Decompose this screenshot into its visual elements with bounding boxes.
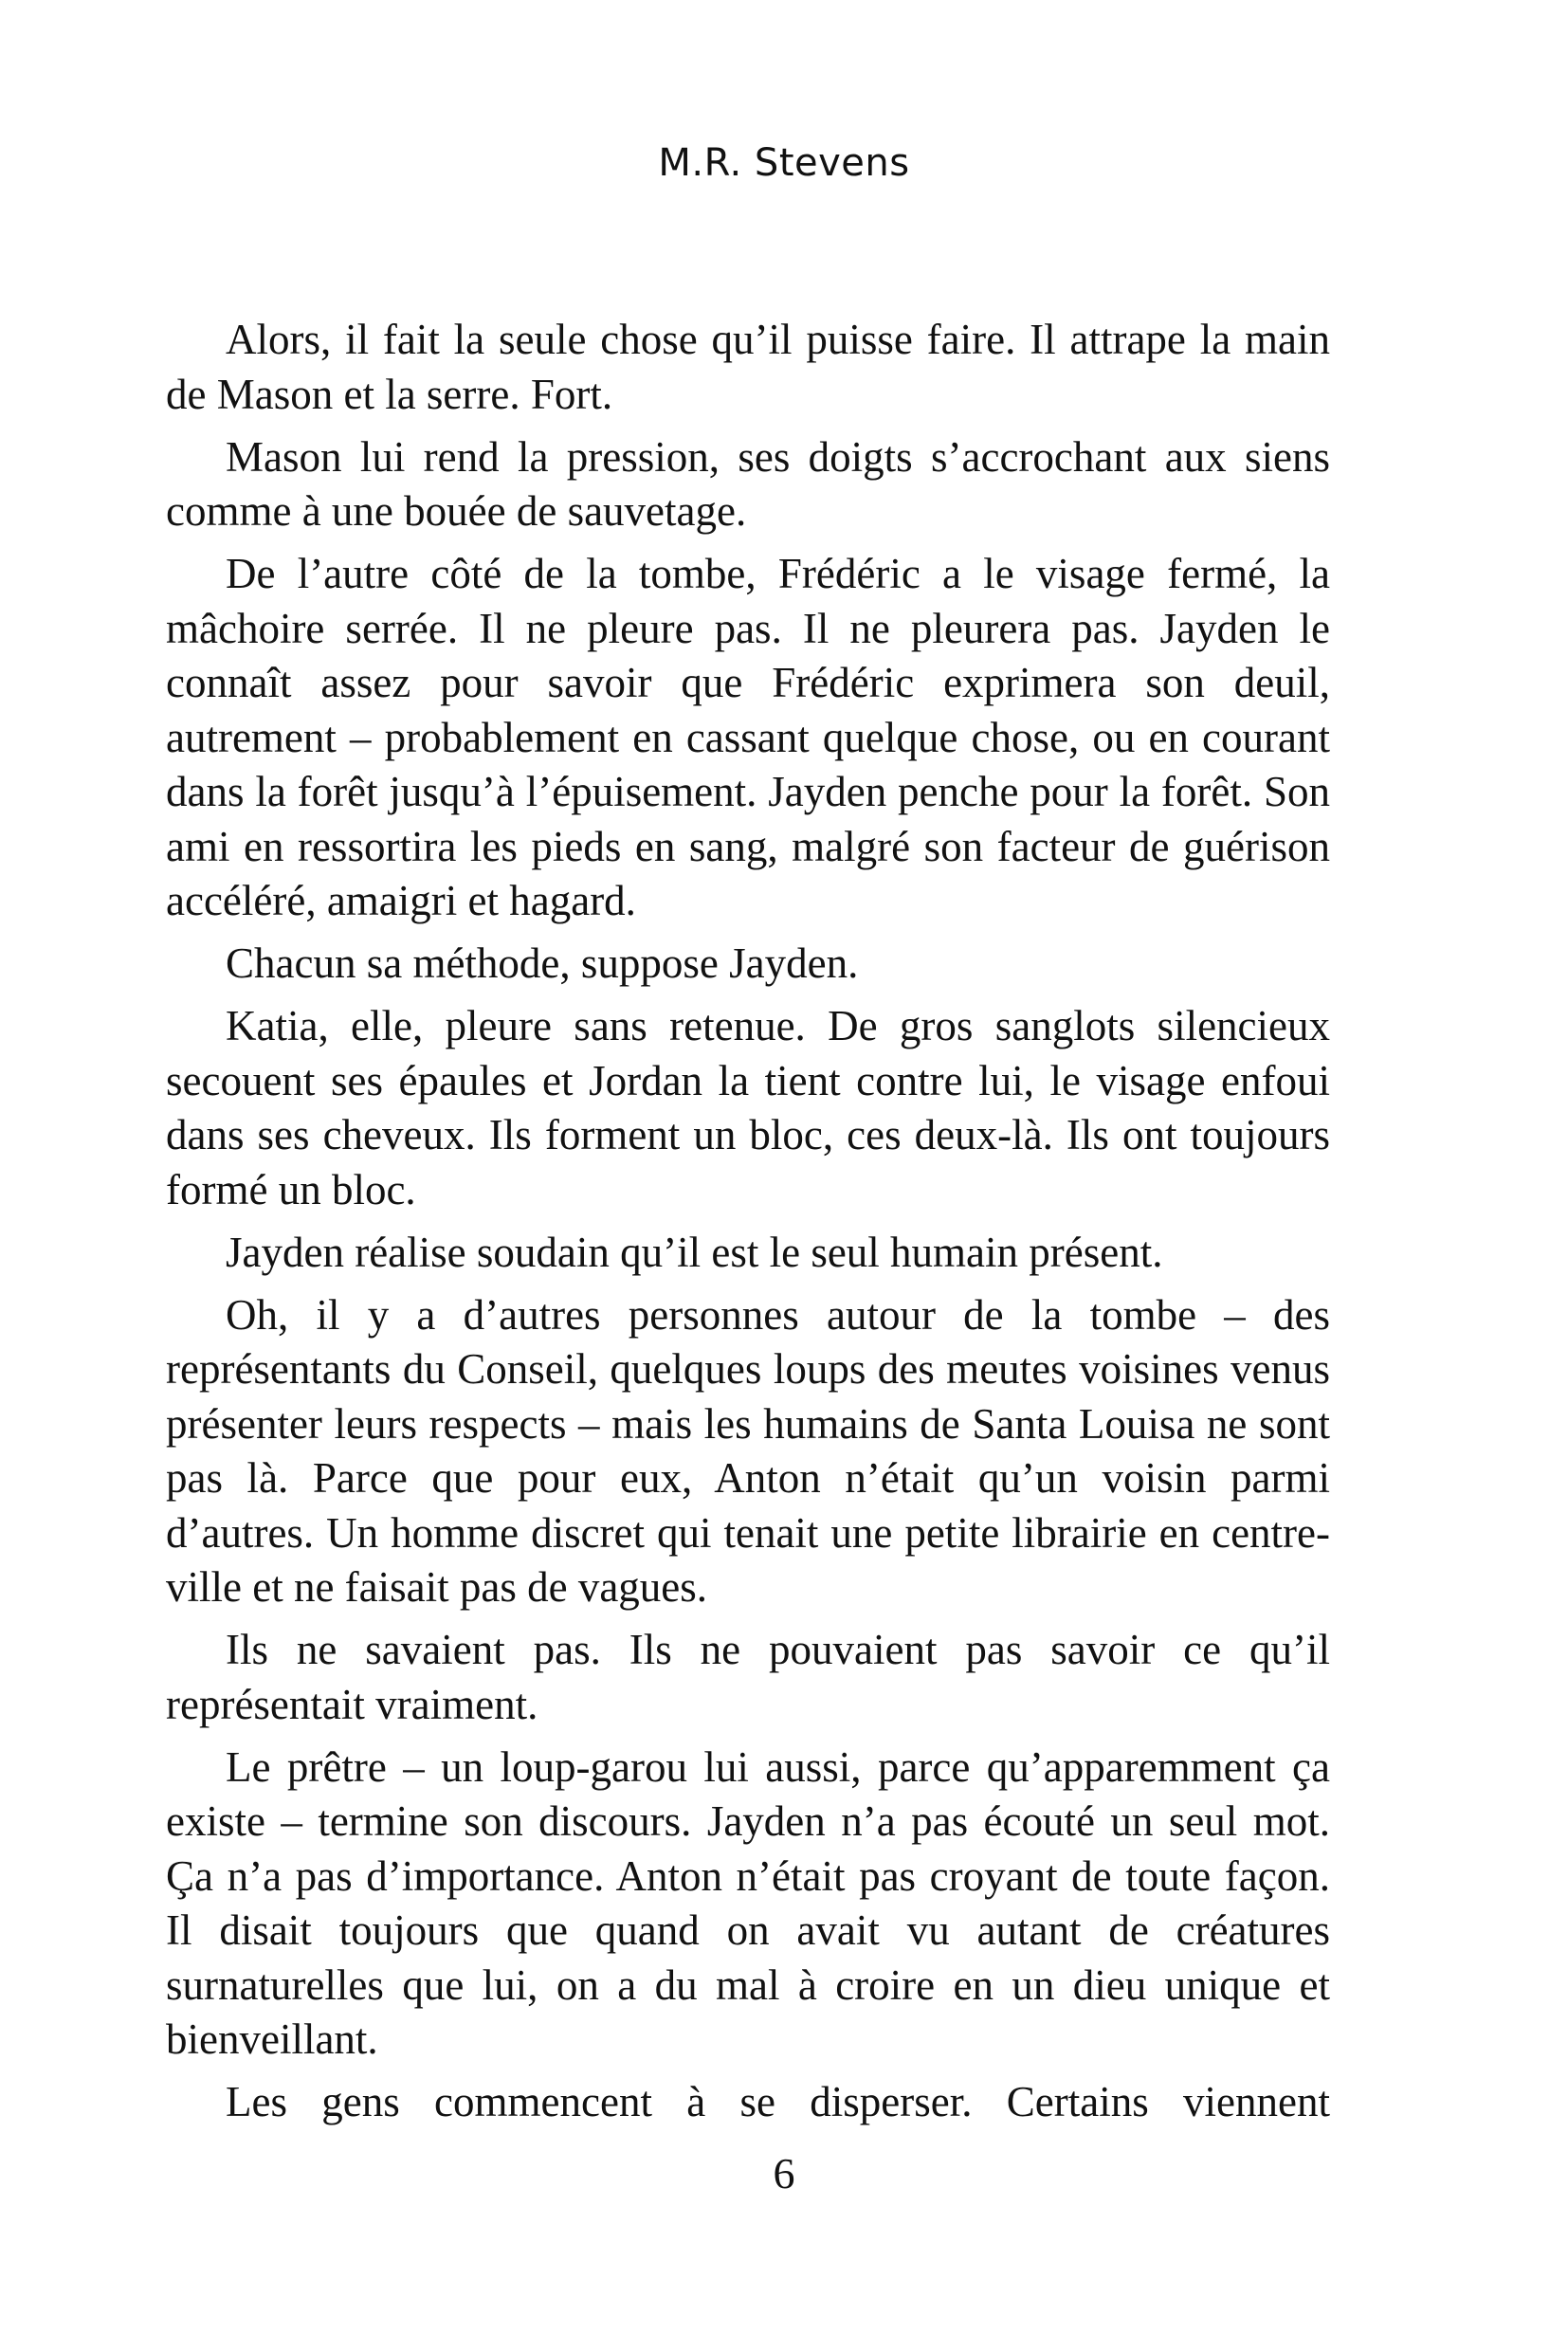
page-number: 6 [773,2149,795,2197]
paragraph: Katia, elle, pleure sans retenue. De gros sanglots silencieux secouent ses épaules et Jordan la tient contre lui, le visage enfoui dans ses cheveux. Ils forment un bloc, ces deux-là. Ils ont toujours formé un bloc. [166,1002,1330,1213]
paragraph: Jayden réalise soudain qu’il est le seul humain présent. [226,1228,1163,1276]
paragraph: Ils ne savaient pas. Ils ne pouvaient pas savoir ce qu’il représentait vraiment. [166,1626,1330,1728]
paragraph: Mason lui rend la pression, ses doigts s’accrochant aux siens comme à une bouée de sauvetage. [166,432,1330,535]
paragraph: Oh, il y a d’autres personnes autour de la tombe – des représentants du Conseil, quelques loups des meutes voisines venus présenter leurs respects – mais les humains de Santa Louisa ne sont pas là. Parce que pour eux, Anton n’était qu’un voisin parmi d’autres. Un homme discret qui tenait une petite librairie en centre-ville et ne faisait pas de vagues. [166,1290,1330,1611]
paragraph: Les gens commencent à se disperser. Certains viennent [226,2078,1330,2125]
paragraph: Chacun sa méthode, suppose Jayden. [226,939,859,987]
paragraph: Le prêtre – un loup-garou lui aussi, parce qu’apparemment ça existe – termine son discours. Jayden n’a pas écouté un seul mot. Ça n’a pas d’importance. Anton n’était pas croyant de toute façon. Il disait toujours que quand on avait vu autant de créatures surnaturelles que lui, on a du mal à croire en un dieu unique et bienveillant. [166,1742,1330,2063]
paragraph: De l’autre côté de la tombe, Frédéric a le visage fermé, la mâchoire serrée. Il ne pleure pas. Il ne pleurera pas. Jayden le connaît assez pour savoir que Frédéric exprimera son deuil, autrement – probablement en cassant quelque chose, ou en courant dans la forêt jusqu’à l’épuisement. Jayden penche pour la forêt. Son ami en ressortira les pieds en sang, malgré son facteur de guérison accéléré, amaigri et hagard. [166,550,1330,924]
body-text [166,313,1330,2130]
paragraph: Alors, il fait la seule chose qu’il puisse faire. Il attrape la main de Mason et la serre. Fort. [166,316,1330,418]
running-header-author: M.R. Stevens [658,141,910,185]
